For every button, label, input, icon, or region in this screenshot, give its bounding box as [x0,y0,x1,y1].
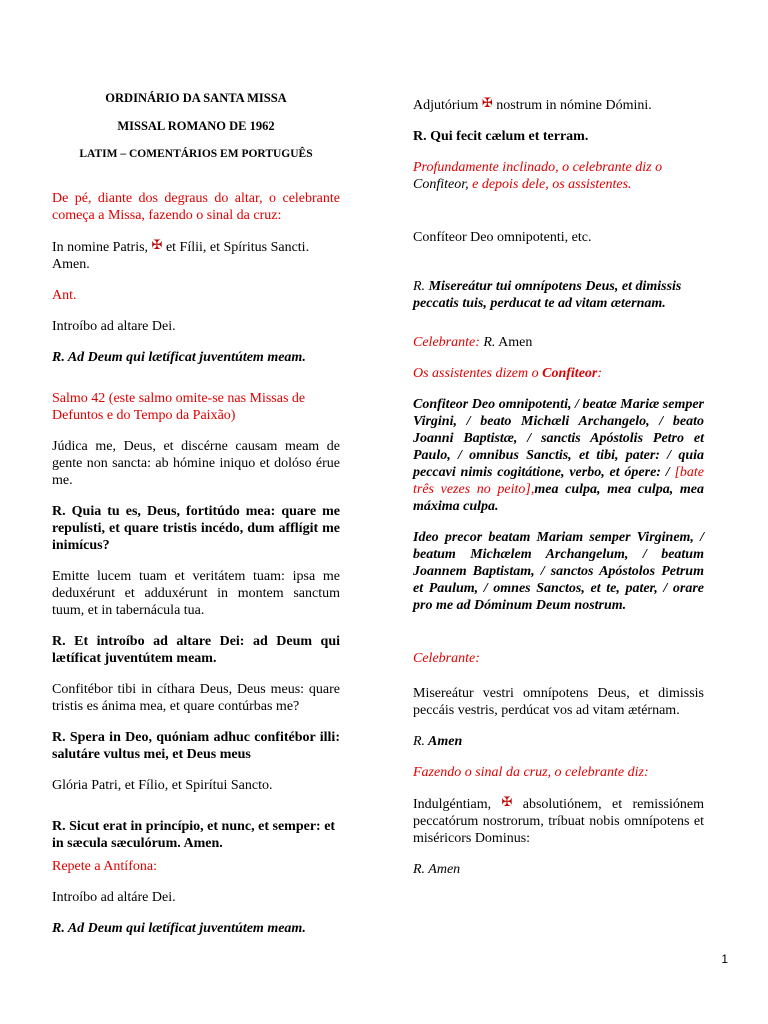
emitte-lucem-text: Emitte lucem tuam et veritátem tuam: ipsa me deduxérunt et adduxérunt in montem sanctum tuum, et in tabernácula tua. [52,569,340,618]
sign-of-cross-text [52,238,340,273]
confiteor-prayer: Confiteor Deo omnipotenti, / beatæ Mariæ semper Virgini, / beato Michæli Archangelo, / beato Joanni Baptistæ, / sanctis Apóstolis Petro et Paulo, / omnibus Sanctis, et tibi, pater: / quia peccavi nimis cogitátione, verbo, et ópere: / [413,397,704,480]
celebrante-amen [413,334,704,351]
rubric-opening: De pé, diante dos degraus do altar, o celebrante começa a Missa, fazendo o sinal da cruz: [52,191,340,223]
response-ad-deum-repeat: R. Ad Deum qui lætíficat juventútem meam. [52,921,306,936]
gloria-patri-text: Glória Patri, et Fílio, et Spirítui Sancto. [52,778,273,793]
celebrante-rubric: Celebrante: [413,651,480,666]
antiphon-label: Ant. [52,288,77,303]
colon: : [597,366,603,381]
right-column [413,96,704,892]
cross-icon: ✠ [151,237,163,252]
introibo-repeat-text: Introíbo ad altáre Dei. [52,890,176,905]
indulgentiam-label: Indulgéntiam, [413,797,492,812]
judica-me-text: Júdica me, Deus, et discérne causam meam de gente non sancta: ab hómine iniquo et dolóso érue me. [52,439,340,488]
absolutionem-text: absolutiónem, et remissiónem peccatórum nostrorum, tríbuat nobis omnípotens et miséricors Dominus: [413,797,704,846]
celebrante-label: Celebrante: [413,335,480,350]
ideo-precor-text: Ideo precor beatam Mariam semper Virginem, / beatum Michælem Archangelum, / beatum Joannem Baptistam, / sanctos Apóstolos Petrum et Paulum, / omnes Sanctos, et te, pater, / orare pro me ad Dóminum Deum nostrum. [413,530,704,613]
adjutorium-label: Adjutórium [413,98,479,113]
title-line-1: ORDINÁRIO DA SANTA MISSA [105,91,287,105]
response-amen [413,733,704,750]
amen-text: Amen [495,335,533,350]
psalm-42-rubric: Salmo 42 (este salmo omite-se nas Missas de Defuntos e do Tempo da Paixão) [52,391,306,423]
misereatur-text: Misereátur tui omnípotens Deus, et dimissis peccatis tuis, perducat te ad vitam æternam. [413,279,682,311]
response-et-introibo: R. Et introíbo ad altare Dei: ad Deum qui lætíficat juventútem meam. [52,634,340,666]
confiteor-etc-text: Confíteor Deo omnipotenti, etc. [413,230,592,245]
rubric-assistentes: e depois dele, os assistentes. [468,177,632,192]
rubric-inclinado: Profundamente inclinado, o celebrante diz o [413,160,663,175]
r-label: R. [413,734,426,749]
r-label: R. [479,335,496,350]
nostrum-text: nostrum in nómine Dómini. [492,98,652,113]
adjutorium-text [413,96,704,114]
mea-culpa-text: mea culpa, mea culpa, mea máxima culpa. [413,482,704,514]
page-number: 1 [721,952,728,966]
assistentes-rubric [413,365,704,382]
repeat-antiphon-rubric: Repete a Antífona: [52,859,157,874]
left-column [52,90,340,951]
response-sicut-erat: R. Sicut erat in princípio, et nunc, et semper: et in sæcula sæculórum. Amen. [52,819,336,851]
response-ad-deum: R. Ad Deum qui lætíficat juventútem meam. [52,350,306,365]
response-misereatur [413,278,704,312]
sinal-cruz-rubric: Fazendo o sinal da cruz, o celebrante diz: [413,765,649,780]
cross-icon: ✠ [501,794,513,809]
bate-peito-rubric: [bate três vezes no peito], [413,465,704,497]
introibo-text: Introíbo ad altare Dei. [52,319,176,334]
confiteor-word: Confiteor, [413,177,469,192]
confiteor-full-text [413,396,704,515]
confitebor-text: Confitébor tibi in cíthara Deus, Deus meus: quare tristis es ánima mea, et quare contúrbas me? [52,682,340,714]
response-amen-final: R. Amen [413,862,461,877]
response-qui-fecit: R. Qui fecit cælum et terram. [413,129,589,144]
confiteor-rubric [413,159,704,193]
confiteor-bold: Confiteor [542,366,598,381]
title-line-2: MISSAL ROMANO DE 1962 [117,119,275,133]
amen-text: Amen [425,734,463,749]
r-label: R. [413,279,426,294]
title-line-3: LATIM – COMENTÁRIOS EM PORTUGUÊS [79,148,313,160]
response-quia-tu-es: R. Quia tu es, Deus, fortitúdo mea: quare me repulísti, et quare tristis incédo, dum afflígit me inimícus? [52,504,340,553]
misereatur-vestri-text: Misereátur vestri omnípotens Deus, et dimissis peccáis vestris, perdúcat vos ad vitam ætérnam. [413,686,704,718]
cross-icon: ✠ [481,95,493,110]
et-filii-text: et Fílii, et Spíritus Sancti. Amen. [52,240,310,272]
indulgentiam-text [413,795,704,847]
response-spera-in-deo: R. Spera in Deo, quóniam adhuc confitébor illi: salutáre vultus mei, et Deus meus [52,730,340,762]
assistentes-text: Os assistentes dizem o [413,366,543,381]
in-nomine-patris: In nomine Patris, [52,240,149,255]
